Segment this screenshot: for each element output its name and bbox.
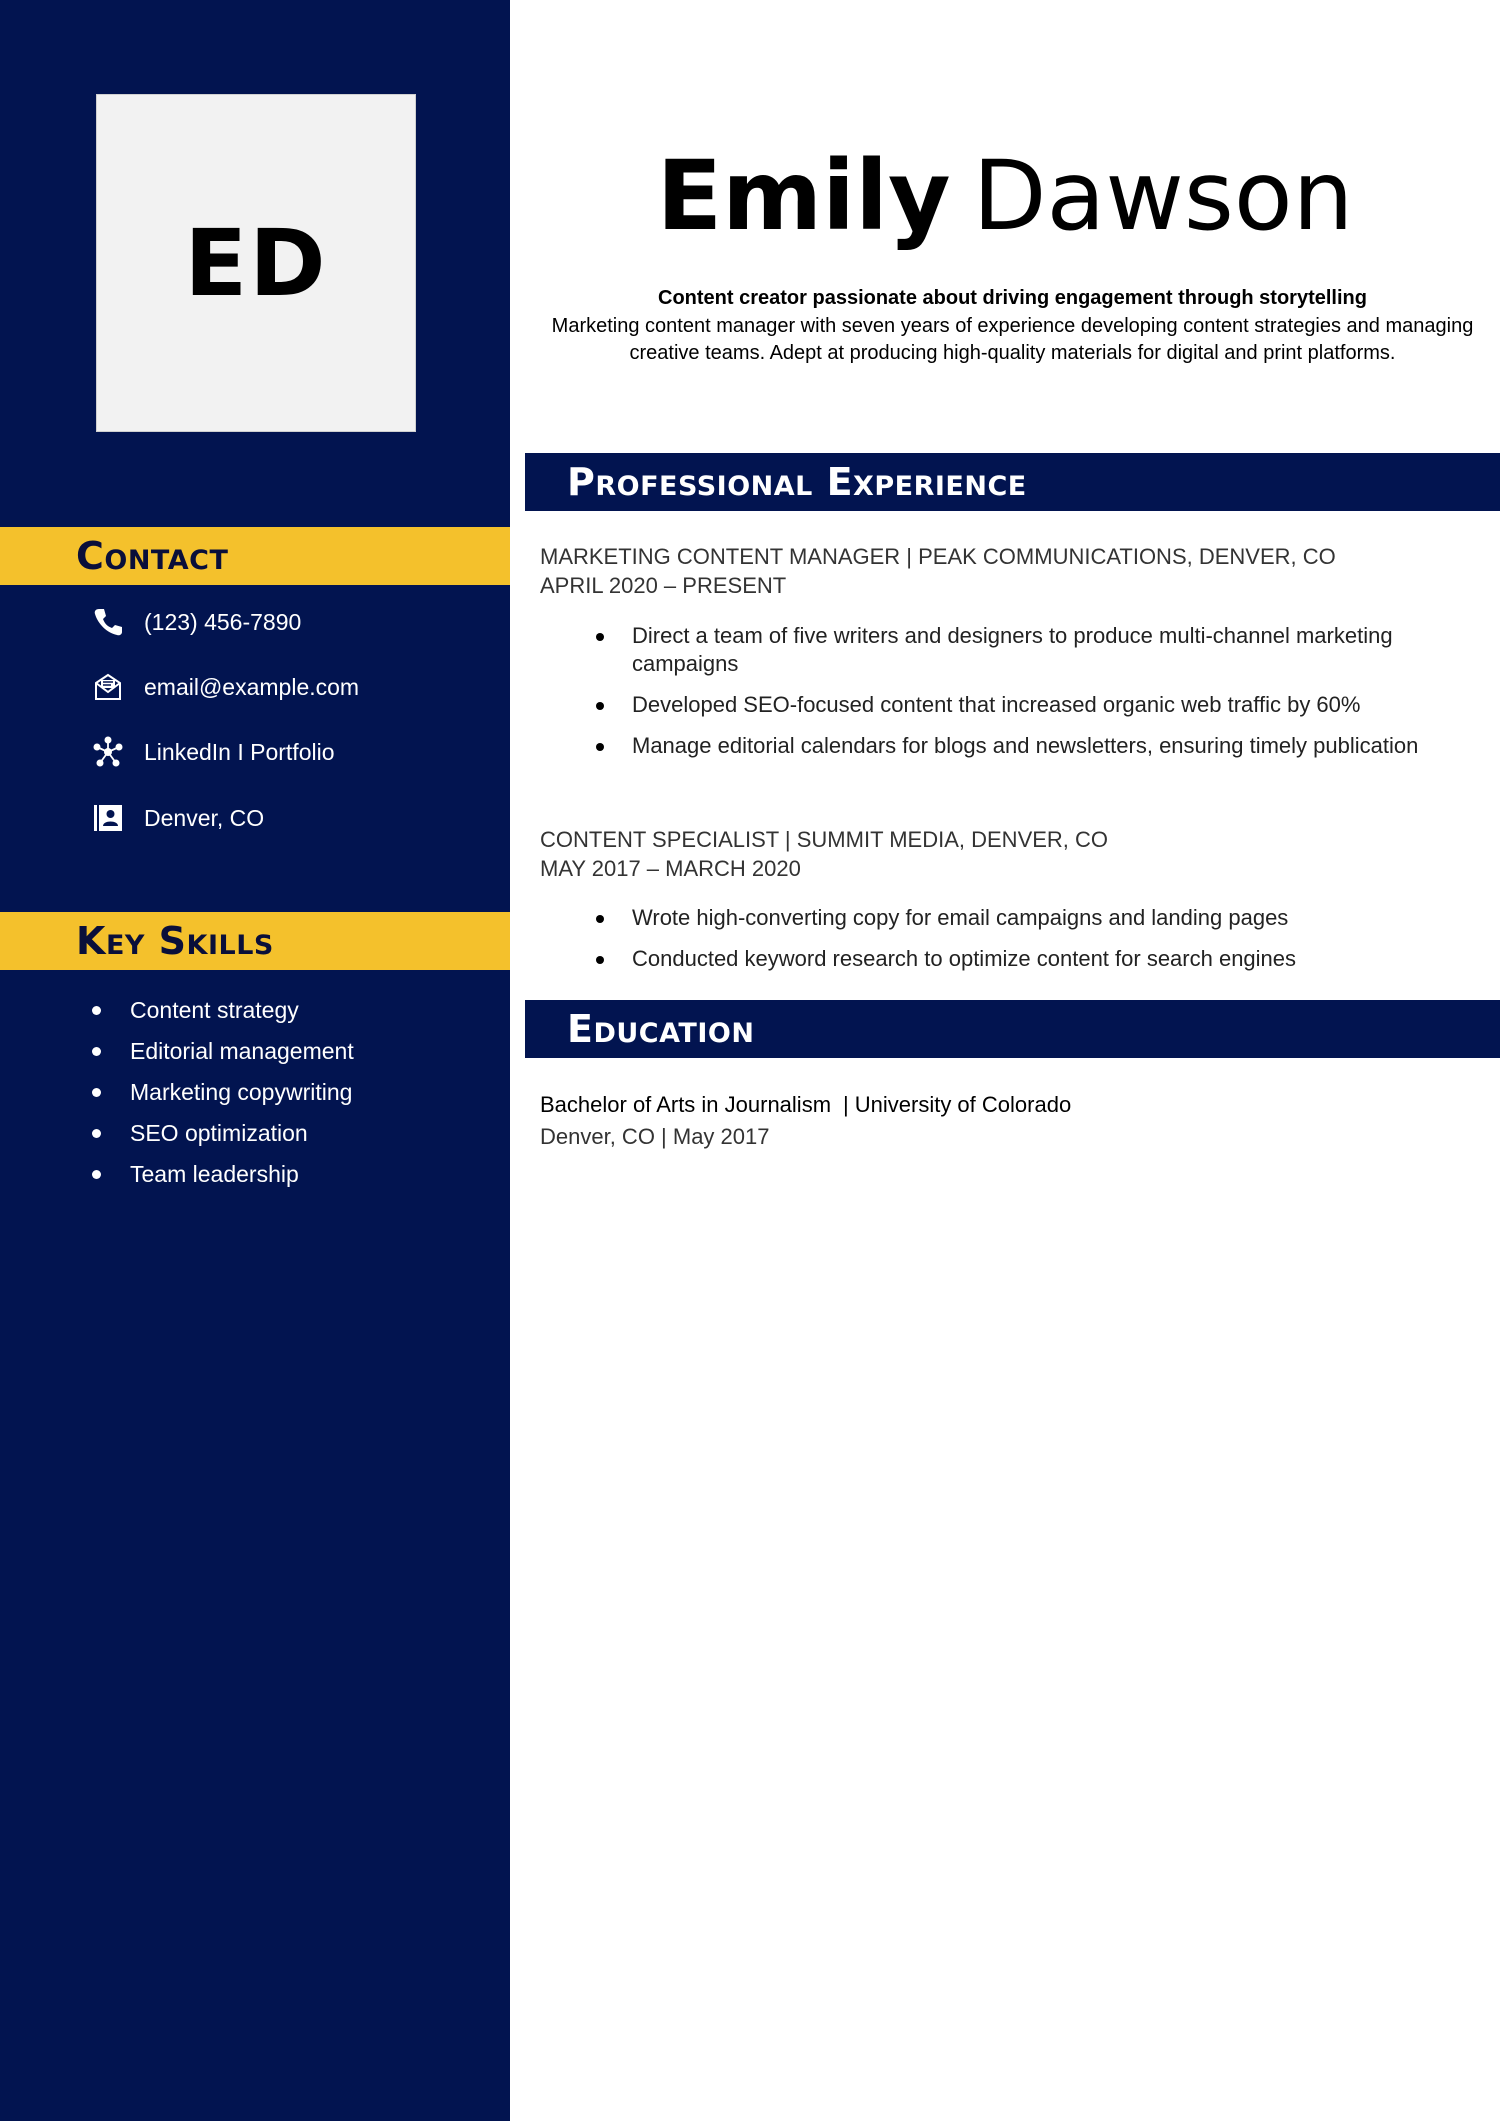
contact-phone[interactable]: [92, 602, 301, 642]
bullet-dot: [92, 1088, 101, 1097]
network-icon: [92, 736, 124, 768]
job-title-line: MARKETING CONTENT MANAGER | PEAK COMMUNICATIONS, DENVER, CO: [540, 544, 1336, 569]
job-title-line: CONTENT SPECIALIST | SUMMIT MEDIA, DENVER, CO: [540, 827, 1109, 852]
job-header: [540, 825, 1108, 883]
skill-item: SEO optimization: [92, 1113, 354, 1154]
bullet-dot: [92, 1047, 101, 1056]
phone-text: (123) 456-7890: [144, 608, 302, 635]
education-degree-line: [540, 1090, 1071, 1120]
job-bullet: Wrote high-converting copy for email campaigns and landing pages: [590, 904, 1480, 932]
separator: |: [843, 1092, 849, 1117]
summary: Marketing content manager with seven years of experience developing content strategies and managing creative teams. Adept at producing high-quality materials for digital and print platforms.: [551, 315, 1474, 364]
location-text: Denver, CO: [144, 804, 265, 831]
candidate-name: [510, 140, 1500, 252]
job-bullet: Developed SEO-focused content that increased organic web traffic by 60%: [590, 691, 1480, 719]
skill-item: Team leadership: [92, 1154, 354, 1195]
skill-item: Content strategy: [92, 990, 354, 1031]
experience-section-header: [525, 453, 1500, 511]
phone-icon: [92, 606, 124, 638]
contact-links[interactable]: [92, 732, 335, 772]
job-bullet: Manage editorial calendars for blogs and newsletters, ensuring timely publication: [590, 732, 1480, 760]
job-bullet: Direct a team of five writers and designers to produce multi-channel marketing campaigns: [590, 622, 1480, 678]
bullet-dot: [92, 1170, 101, 1179]
job-bullets: [590, 904, 1480, 986]
skills-list: [92, 990, 354, 1195]
school: University of Colorado: [854, 1092, 1072, 1117]
monogram: ED: [184, 209, 328, 317]
contact-location: [92, 798, 264, 838]
email-icon: [92, 671, 124, 703]
bullet-dot: [596, 633, 604, 641]
bullet-dot: [596, 956, 604, 964]
bullet-dot: [596, 743, 604, 751]
degree: Bachelor of Arts in Journalism: [540, 1092, 832, 1117]
experience-heading: Professional Experience: [567, 460, 1027, 504]
contact-heading: Contact: [76, 534, 229, 578]
sidebar: [0, 0, 510, 2121]
contact-email[interactable]: [92, 667, 359, 707]
bullet-dot: [596, 915, 604, 923]
contact-section-header: [0, 527, 510, 585]
job-dates: APRIL 2020 – PRESENT: [540, 573, 787, 598]
contact-card-icon: [92, 802, 124, 834]
bullet-dot: [92, 1129, 101, 1138]
skill-item: Marketing copywriting: [92, 1072, 354, 1113]
skill-item: Editorial management: [92, 1031, 354, 1072]
bullet-dot: [596, 702, 604, 710]
bullet-dot: [92, 1006, 101, 1015]
skills-heading: Key Skills: [76, 919, 274, 963]
education-section-header: [525, 1000, 1500, 1058]
tagline: Content creator passionate about driving engagement through storytelling: [658, 287, 1367, 309]
job-header: [540, 542, 1336, 600]
job-bullet: Conducted keyword research to optimize content for search engines: [590, 945, 1480, 973]
links-text: LinkedIn I Portfolio: [144, 738, 335, 765]
skills-section-header: [0, 912, 510, 970]
job-bullets: [590, 622, 1480, 773]
education-heading: Education: [567, 1007, 755, 1051]
first-name: Emily: [656, 140, 951, 252]
monogram-box: [96, 94, 416, 432]
education-meta: Denver, CO | May 2017: [540, 1124, 770, 1149]
last-name: Dawson: [972, 140, 1354, 252]
email-text: email@example.com: [144, 673, 360, 700]
job-dates: MAY 2017 – MARCH 2020: [540, 856, 801, 881]
